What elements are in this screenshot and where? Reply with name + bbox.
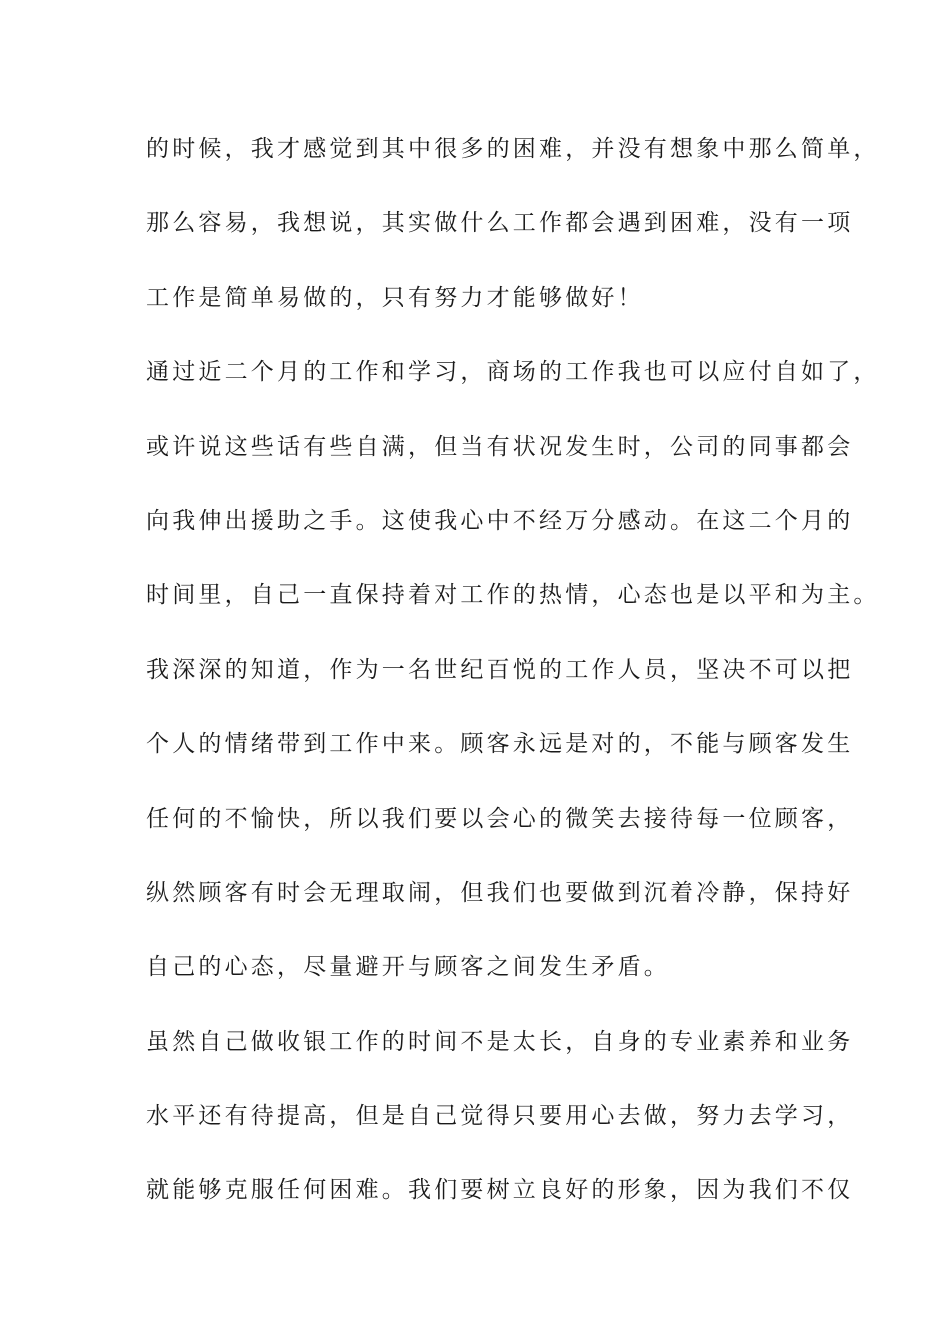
text-line: 个人的情绪带到工作中来。顾客永远是对的，不能与顾客发生 — [146, 731, 854, 758]
text-line: 的时候，我才感觉到其中很多的困难，并没有想象中那么简单， — [146, 136, 880, 162]
text-line: 向我伸出援助之手。这使我心中不经万分感动。在这二个月的 — [146, 507, 854, 534]
text-line: 自己的心态，尽量避开与顾客之间发生矛盾。 — [146, 954, 670, 981]
text-line: 时间里，自己一直保持着对工作的热情，心态也是以平和为主。 — [146, 582, 880, 609]
text-line: 或许说这些话有些自满，但当有状况发生时，公司的同事都会 — [146, 433, 854, 460]
body-text — [146, 129, 880, 1245]
text-line: 就能够克服任何困难。我们要树立良好的形象，因为我们不仅 — [146, 1177, 854, 1204]
text-line: 工作是简单易做的，只有努力才能够做好！ — [146, 284, 644, 311]
text-line: 任何的不愉快，所以我们要以会心的微笑去接待每一位顾客， — [146, 805, 854, 832]
text-line: 我深深的知道，作为一名世纪百悦的工作人员，坚决不可以把 — [146, 656, 854, 683]
text-line: 水平还有待提高，但是自己觉得只要用心去做，努力去学习， — [146, 1103, 854, 1130]
text-line: 虽然自己做收银工作的时间不是太长，自身的专业素养和业务 — [146, 1028, 854, 1055]
text-line: 通过近二个月的工作和学习，商场的工作我也可以应付自如了， — [146, 359, 880, 386]
text-line: 那么容易，我想说，其实做什么工作都会遇到困难，没有一项 — [146, 210, 854, 237]
text-line: 纵然顾客有时会无理取闹，但我们也要做到沉着冷静，保持好 — [146, 879, 854, 906]
